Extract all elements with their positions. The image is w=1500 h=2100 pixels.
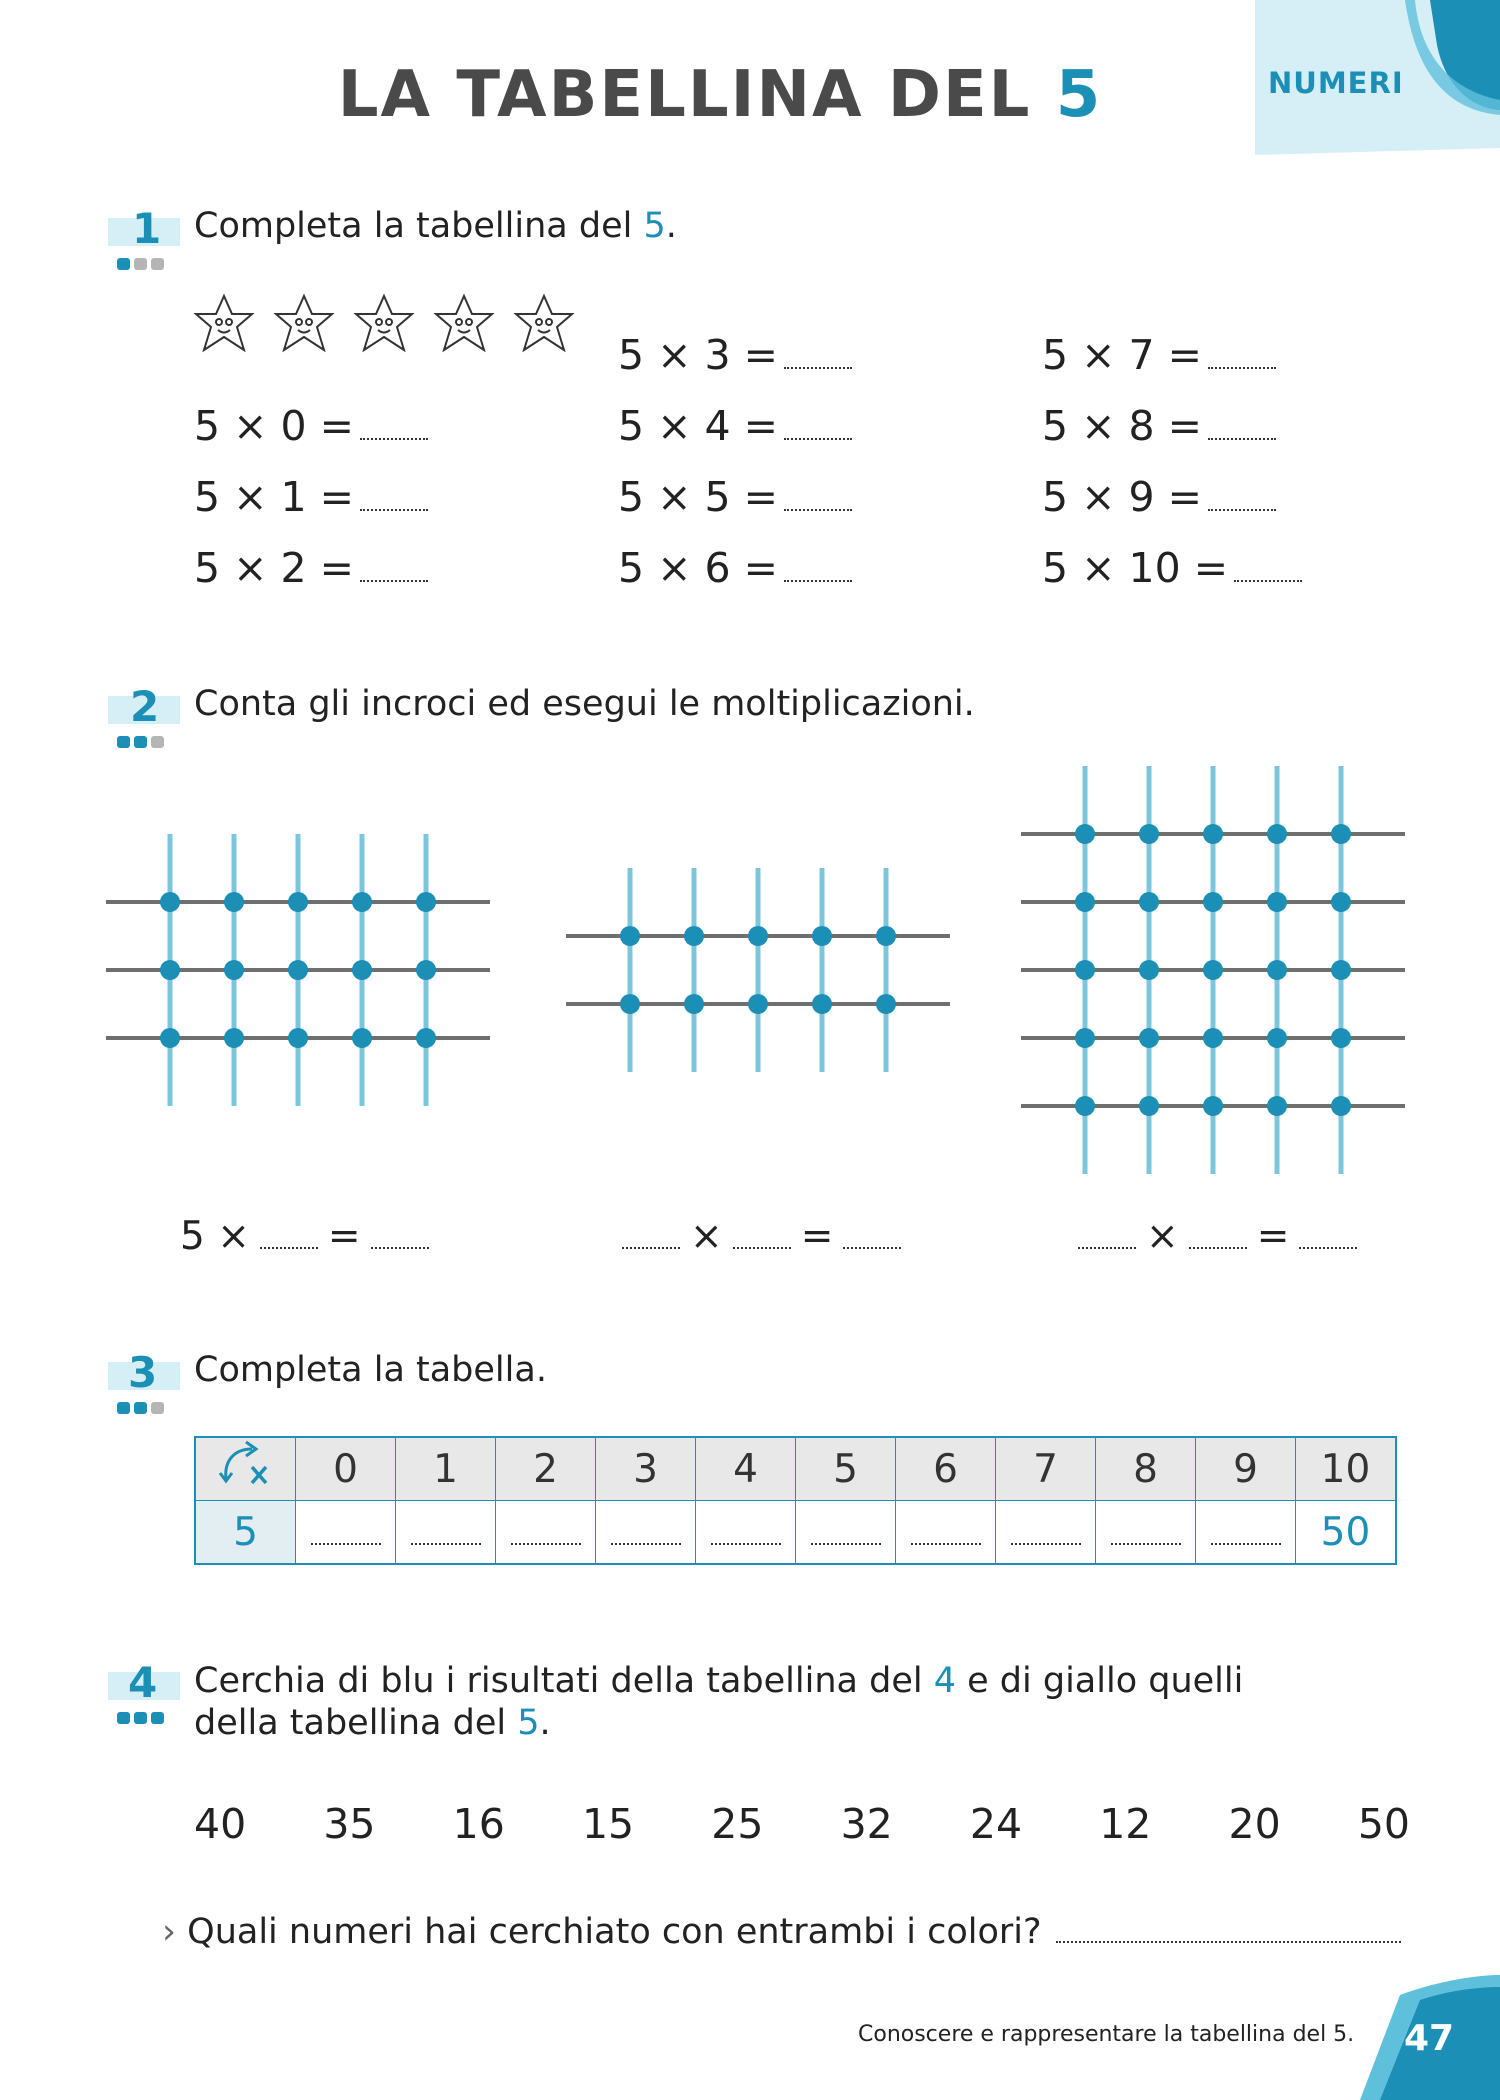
chevron-right-icon: ›: [162, 1912, 176, 1952]
crossing-dot: [620, 994, 640, 1014]
crossing-dot: [224, 960, 244, 980]
answer-blank[interactable]: [360, 560, 428, 582]
crossing-dot: [1139, 824, 1159, 844]
crossing-dot: [416, 1028, 436, 1048]
answer-cell[interactable]: [1096, 1501, 1196, 1565]
crossing-grid-2: [566, 868, 950, 1072]
equation: 5 × 9 =: [1042, 473, 1276, 521]
answer-blank[interactable]: [784, 489, 852, 511]
number-item[interactable]: 25: [711, 1800, 764, 1848]
answer-cell[interactable]: [296, 1501, 396, 1565]
equation: 5 × 5 =: [618, 473, 852, 521]
answer-blank[interactable]: [784, 418, 852, 440]
crossing-dot: [1075, 1028, 1095, 1048]
equation: 5 × 0 =: [194, 402, 428, 450]
crossing-grids: [100, 760, 1420, 1190]
crossing-dot: [352, 892, 372, 912]
crossing-dot: [1075, 1096, 1095, 1116]
footer-text: Conoscere e rappresentare la tabellina del 5.: [858, 2022, 1355, 2047]
given-result-cell: 50: [1296, 1501, 1397, 1565]
question: [162, 1912, 1401, 1952]
answer-blank[interactable]: [1011, 1523, 1081, 1545]
answer-blank[interactable]: [1208, 347, 1276, 369]
crossing-dot: [684, 926, 704, 946]
number-item[interactable]: 40: [194, 1800, 247, 1848]
exercise-number-3-text: 3: [128, 1348, 158, 1397]
page-title-text: LA TABELLINA DEL: [337, 58, 1032, 132]
crossing-dot: [812, 994, 832, 1014]
crossing-dot: [224, 892, 244, 912]
crossing-dot: [1331, 1096, 1351, 1116]
crossing-dot: [1267, 892, 1287, 912]
answer-cell[interactable]: [796, 1501, 896, 1565]
exercise-number-2: [130, 682, 190, 731]
crossing-dot: [1267, 824, 1287, 844]
difficulty-dots-3: [117, 1399, 168, 1418]
table-header-cell: 9: [1196, 1437, 1296, 1501]
exercise-1-instruction: [194, 206, 677, 246]
crossing-dot: [1267, 1096, 1287, 1116]
answer-blank[interactable]: [1056, 1921, 1401, 1943]
exercise-2-instruction: Conta gli incroci ed esegui le moltiplicazioni.: [194, 684, 975, 724]
exercise-number-1: [132, 204, 192, 253]
crossing-dot: [748, 994, 768, 1014]
page-title: [0, 58, 1440, 132]
equation: 5 × 3 =: [618, 331, 852, 379]
star-icon: [356, 296, 412, 350]
exercise-number-1-text: 1: [132, 204, 162, 253]
difficulty-dots-4: [117, 1709, 168, 1728]
number-item[interactable]: 35: [323, 1800, 376, 1848]
table-result-row: [195, 1501, 1396, 1565]
answer-cell[interactable]: [896, 1501, 996, 1565]
number-item[interactable]: 15: [581, 1800, 635, 1848]
crossing-dot: [1139, 1096, 1159, 1116]
answer-blank[interactable]: [1208, 489, 1276, 511]
equation: 5 × 2 =: [194, 544, 428, 592]
equation: 5 × 6 =: [618, 544, 852, 592]
crossing-dot: [352, 960, 372, 980]
star-icon: [436, 296, 492, 350]
page-number: 47: [1404, 2018, 1455, 2059]
crossing-dot: [288, 960, 308, 980]
exercise-4-instruction: Cerchia di blu i risultati della tabellina del 4 e di giallo quelli della tabellina del 5.: [194, 1661, 1244, 1743]
crossing-dot: [812, 926, 832, 946]
crossing-dot: [1203, 892, 1223, 912]
answer-blank[interactable]: [1111, 1523, 1181, 1545]
crossing-dot: [1331, 960, 1351, 980]
crossing-dot: [1203, 1028, 1223, 1048]
answer-blank[interactable]: [784, 560, 852, 582]
crossing-dot: [1203, 824, 1223, 844]
equation: 5 × 10 =: [1042, 544, 1302, 592]
equation: 5 × 8 =: [1042, 402, 1276, 450]
equation: 5 × 1 =: [194, 473, 428, 521]
crossing-dot: [416, 892, 436, 912]
exercise-number-3: [128, 1348, 188, 1397]
crossing-dot: [1331, 892, 1351, 912]
exercise-number-4-text: 4: [128, 1658, 158, 1707]
answer-cell[interactable]: [596, 1501, 696, 1565]
table-header-cell: 3: [596, 1437, 696, 1501]
answer-cell[interactable]: [996, 1501, 1096, 1565]
crossing-dot: [288, 1028, 308, 1048]
crossing-dot: [224, 1028, 244, 1048]
answer-blank[interactable]: [1189, 1231, 1247, 1249]
stars-row: [192, 292, 592, 357]
answer-blank[interactable]: [260, 1231, 318, 1249]
crossing-dot: [748, 926, 768, 946]
answer-blank[interactable]: [622, 1231, 680, 1249]
answer-blank[interactable]: [1208, 418, 1276, 440]
table-header-cell: 5: [796, 1437, 896, 1501]
multiplication-table: [194, 1436, 1397, 1565]
exercise-1-instruction-suffix: .: [665, 206, 677, 246]
crossing-dot: [1331, 1028, 1351, 1048]
crossing-dot: [1203, 960, 1223, 980]
answer-blank[interactable]: [1211, 1523, 1281, 1545]
number-item[interactable]: 20: [1228, 1800, 1281, 1848]
exercise-1-instruction-text: Completa la tabellina del: [194, 206, 633, 246]
crossing-dot: [416, 960, 436, 980]
table-header-cell: 6: [896, 1437, 996, 1501]
crossing-dot: [352, 1028, 372, 1048]
answer-blank[interactable]: [360, 489, 428, 511]
table-header-row: [195, 1437, 1396, 1501]
grid-equation-1: 5 × =: [180, 1214, 439, 1259]
answer-blank[interactable]: [843, 1231, 901, 1249]
answer-blank[interactable]: [611, 1523, 681, 1545]
answer-blank[interactable]: [1078, 1231, 1136, 1249]
star-icon: [196, 296, 252, 350]
answer-blank[interactable]: [911, 1523, 981, 1545]
table-header-cell: 0: [296, 1437, 396, 1501]
answer-cell[interactable]: [496, 1501, 596, 1565]
answer-blank[interactable]: [371, 1231, 429, 1249]
crossing-grid-3: [1021, 766, 1405, 1174]
answer-blank[interactable]: [311, 1523, 381, 1545]
exercise-number-2-text: 2: [130, 682, 160, 731]
star-icon: [276, 296, 332, 350]
answer-blank[interactable]: [360, 418, 428, 440]
grid-equation-3: × =: [1068, 1214, 1367, 1259]
answer-blank[interactable]: [1299, 1231, 1357, 1249]
star-icon: [516, 296, 572, 350]
crossing-dot: [160, 892, 180, 912]
crossing-dot: [1139, 892, 1159, 912]
answer-blank[interactable]: [733, 1231, 791, 1249]
crossing-dot: [1267, 1028, 1287, 1048]
crossing-dot: [1267, 960, 1287, 980]
crossing-dot: [620, 926, 640, 946]
exercise-3-instruction: Completa la tabella.: [194, 1350, 547, 1390]
crossing-dot: [876, 994, 896, 1014]
section-tag: NUMERI: [1268, 66, 1404, 100]
table-header-cell: 2: [496, 1437, 596, 1501]
crossing-grid-1: [106, 834, 490, 1106]
difficulty-dots-1: [117, 255, 168, 274]
crossing-dot: [1331, 824, 1351, 844]
answer-cell[interactable]: [1196, 1501, 1296, 1565]
exercise-1-instruction-number: 5: [643, 206, 666, 246]
answer-blank[interactable]: [811, 1523, 881, 1545]
crossing-dot: [1075, 960, 1095, 980]
grid-equation-2: × =: [612, 1214, 911, 1259]
table-header-cell: 10: [1296, 1437, 1397, 1501]
answer-blank[interactable]: [1234, 560, 1302, 582]
crossing-dot: [1203, 1096, 1223, 1116]
difficulty-dots-2: [117, 733, 168, 752]
crossing-dot: [160, 1028, 180, 1048]
number-list: [194, 1800, 1410, 1848]
answer-blank[interactable]: [784, 347, 852, 369]
crossing-dot: [684, 994, 704, 1014]
crossing-dot: [1139, 1028, 1159, 1048]
crossing-dot: [876, 926, 896, 946]
operator-cell: [195, 1437, 296, 1501]
number-item[interactable]: 24: [969, 1800, 1023, 1848]
number-item[interactable]: 50: [1357, 1800, 1410, 1848]
page-title-number: 5: [1055, 58, 1103, 132]
answer-cell[interactable]: [396, 1501, 496, 1565]
crossing-dot: [160, 960, 180, 980]
crossing-dot: [1075, 824, 1095, 844]
answer-cell[interactable]: [696, 1501, 796, 1565]
answer-blank[interactable]: [511, 1523, 581, 1545]
row-label-cell: 5: [195, 1501, 296, 1565]
answer-blank[interactable]: [411, 1523, 481, 1545]
crossing-dot: [1075, 892, 1095, 912]
rotate-times-icon: [216, 1439, 276, 1489]
crossing-dot: [288, 892, 308, 912]
equation: 5 × 4 =: [618, 402, 852, 450]
answer-blank[interactable]: [711, 1523, 781, 1545]
crossing-dot: [1139, 960, 1159, 980]
table-header-cell: 7: [996, 1437, 1096, 1501]
table-header-cell: 4: [696, 1437, 796, 1501]
number-item[interactable]: 16: [452, 1800, 505, 1848]
table-header-cell: 8: [1096, 1437, 1196, 1501]
exercise-number-4: [128, 1658, 188, 1707]
equation: 5 × 7 =: [1042, 331, 1276, 379]
question-text: Quali numeri hai cerchiato con entrambi i colori?: [187, 1912, 1042, 1952]
number-item[interactable]: 12: [1099, 1800, 1152, 1848]
table-header-cell: 1: [396, 1437, 496, 1501]
number-item[interactable]: 32: [840, 1800, 893, 1848]
